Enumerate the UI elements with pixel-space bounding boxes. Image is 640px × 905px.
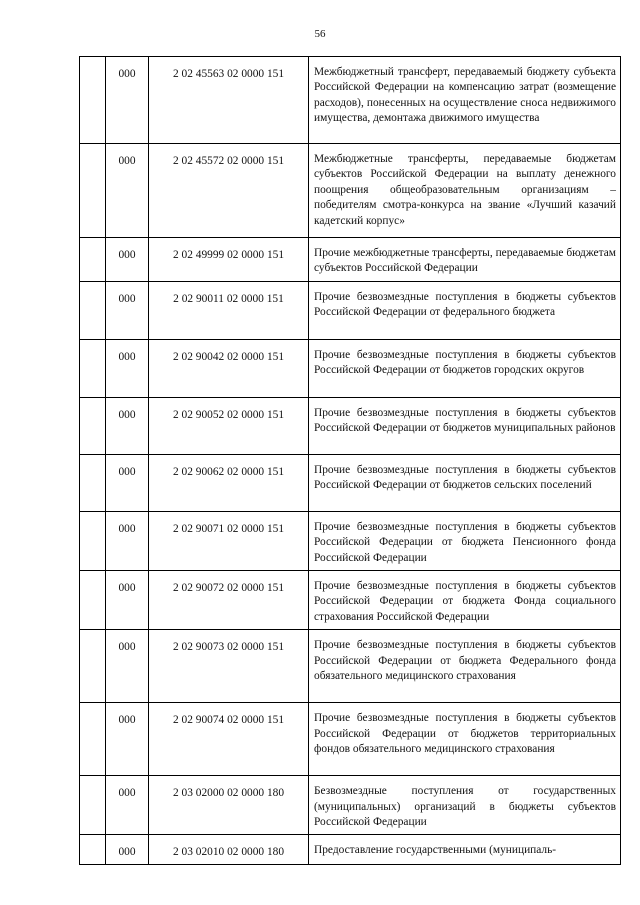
budget-code-cell: 2 02 90073 02 0000 151: [149, 630, 309, 703]
empty-cell: [80, 57, 106, 144]
description-text: Прочие безвозмездные поступления в бюджеты субъектов Российской Федерации от бюджета Фонда социального страхования Российской Федерации: [314, 580, 616, 623]
description-text: Прочие безвозмездные поступления в бюджеты субъектов Российской Федерации от федерального бюджета: [314, 290, 616, 319]
admin-code-cell: 000: [106, 281, 149, 339]
empty-cell: [80, 281, 106, 339]
budget-code-cell: 2 02 45572 02 0000 151: [149, 144, 309, 238]
table-row: [80, 339, 621, 397]
table-row: [80, 144, 621, 238]
budget-code-cell: 2 02 90042 02 0000 151: [149, 339, 309, 397]
empty-cell: [80, 835, 106, 865]
table-row: [80, 703, 621, 776]
description-cell: [309, 703, 621, 776]
empty-cell: [80, 776, 106, 835]
description-text: Прочие безвозмездные поступления в бюджеты субъектов Российской Федерации от бюджетов сельских поселений: [314, 463, 616, 492]
description-text: Прочие безвозмездные поступления в бюджеты субъектов Российской Федерации от бюджета Пенсионного фонда Российской Федерации: [314, 520, 616, 564]
budget-code-cell: 2 02 90074 02 0000 151: [149, 703, 309, 776]
table-row: [80, 630, 621, 703]
budget-code-cell: 2 03 02000 02 0000 180: [149, 776, 309, 835]
admin-code-cell: 000: [106, 776, 149, 835]
table-row: [80, 454, 621, 511]
table-row: [80, 511, 621, 570]
budget-code-cell: 2 02 90071 02 0000 151: [149, 511, 309, 570]
description-text: Межбюджетный трансферт, передаваемый бюджету субъекта Российской Федерации на компенсацию затрат (возмещение расходов), понесенных на осуществление сноса недвижимого имущества, демонтажа движимого имущества: [314, 66, 616, 125]
description-text: Прочие межбюджетные трансферты, передаваемые бюджетам субъектов Российской Федерации: [314, 247, 616, 275]
budget-codes-table: [79, 56, 621, 865]
description-cell: [309, 339, 621, 397]
table-row: [80, 397, 621, 454]
budget-code-cell: 2 02 49999 02 0000 151: [149, 238, 309, 282]
description-cell: [309, 511, 621, 570]
admin-code-cell: 000: [106, 339, 149, 397]
description-text: Прочие безвозмездные поступления в бюджеты субъектов Российской Федерации от бюджета Федерального фонда обязательного медицинского страхования: [314, 639, 616, 683]
admin-code-cell: 000: [106, 703, 149, 776]
table-row: [80, 281, 621, 339]
budget-code-cell: 2 02 90072 02 0000 151: [149, 571, 309, 630]
description-text: Прочие безвозмездные поступления в бюджеты субъектов Российской Федерации от бюджетов городских округов: [314, 348, 616, 377]
description-cell: [309, 454, 621, 511]
description-text: Прочие безвозмездные поступления в бюджеты субъектов Российской Федерации от бюджетов муниципальных районов: [314, 406, 616, 435]
budget-code-cell: 2 02 90052 02 0000 151: [149, 397, 309, 454]
description-cell: [309, 144, 621, 238]
description-cell: [309, 238, 621, 282]
budget-code-cell: 2 02 45563 02 0000 151: [149, 57, 309, 144]
description-text: Прочие безвозмездные поступления в бюджеты субъектов Российской Федерации от бюджетов территориальных фондов обязательного медицинского страхования: [314, 712, 616, 756]
empty-cell: [80, 454, 106, 511]
admin-code-cell: 000: [106, 511, 149, 570]
description-text: Предоставление государственными (муниципаль-: [314, 844, 557, 857]
budget-code-cell: 2 02 90062 02 0000 151: [149, 454, 309, 511]
description-text: Безвозмездные поступления от государственных (муниципальных) организаций в бюджеты субъектов Российской Федерации: [314, 785, 616, 829]
budget-code-cell: 2 03 02010 02 0000 180: [149, 835, 309, 865]
empty-cell: [80, 339, 106, 397]
empty-cell: [80, 703, 106, 776]
admin-code-cell: 000: [106, 454, 149, 511]
admin-code-cell: 000: [106, 238, 149, 282]
table-row: [80, 57, 621, 144]
description-cell: [309, 571, 621, 630]
admin-code-cell: 000: [106, 397, 149, 454]
description-cell: [309, 835, 621, 865]
description-cell: [309, 281, 621, 339]
empty-cell: [80, 511, 106, 570]
table-row: [80, 571, 621, 630]
description-cell: [309, 630, 621, 703]
description-cell: [309, 776, 621, 835]
admin-code-cell: 000: [106, 57, 149, 144]
table-row: [80, 776, 621, 835]
admin-code-cell: 000: [106, 571, 149, 630]
admin-code-cell: 000: [106, 630, 149, 703]
table-row: [80, 835, 621, 865]
empty-cell: [80, 630, 106, 703]
admin-code-cell: 000: [106, 144, 149, 238]
empty-cell: [80, 397, 106, 454]
admin-code-cell: 000: [106, 835, 149, 865]
table-row: [80, 238, 621, 282]
empty-cell: [80, 144, 106, 238]
page-number: 56: [314, 28, 326, 40]
budget-code-cell: 2 02 90011 02 0000 151: [149, 281, 309, 339]
description-text: Межбюджетные трансферты, передаваемые бюджетам субъектов Российской Федерации на выплату денежного поощрения общеобразовательным организациям – победителям смотра-конкурса на звание «Лучший казачий кадетский корпус»: [314, 153, 616, 227]
description-cell: [309, 57, 621, 144]
empty-cell: [80, 571, 106, 630]
description-cell: [309, 397, 621, 454]
empty-cell: [80, 238, 106, 282]
